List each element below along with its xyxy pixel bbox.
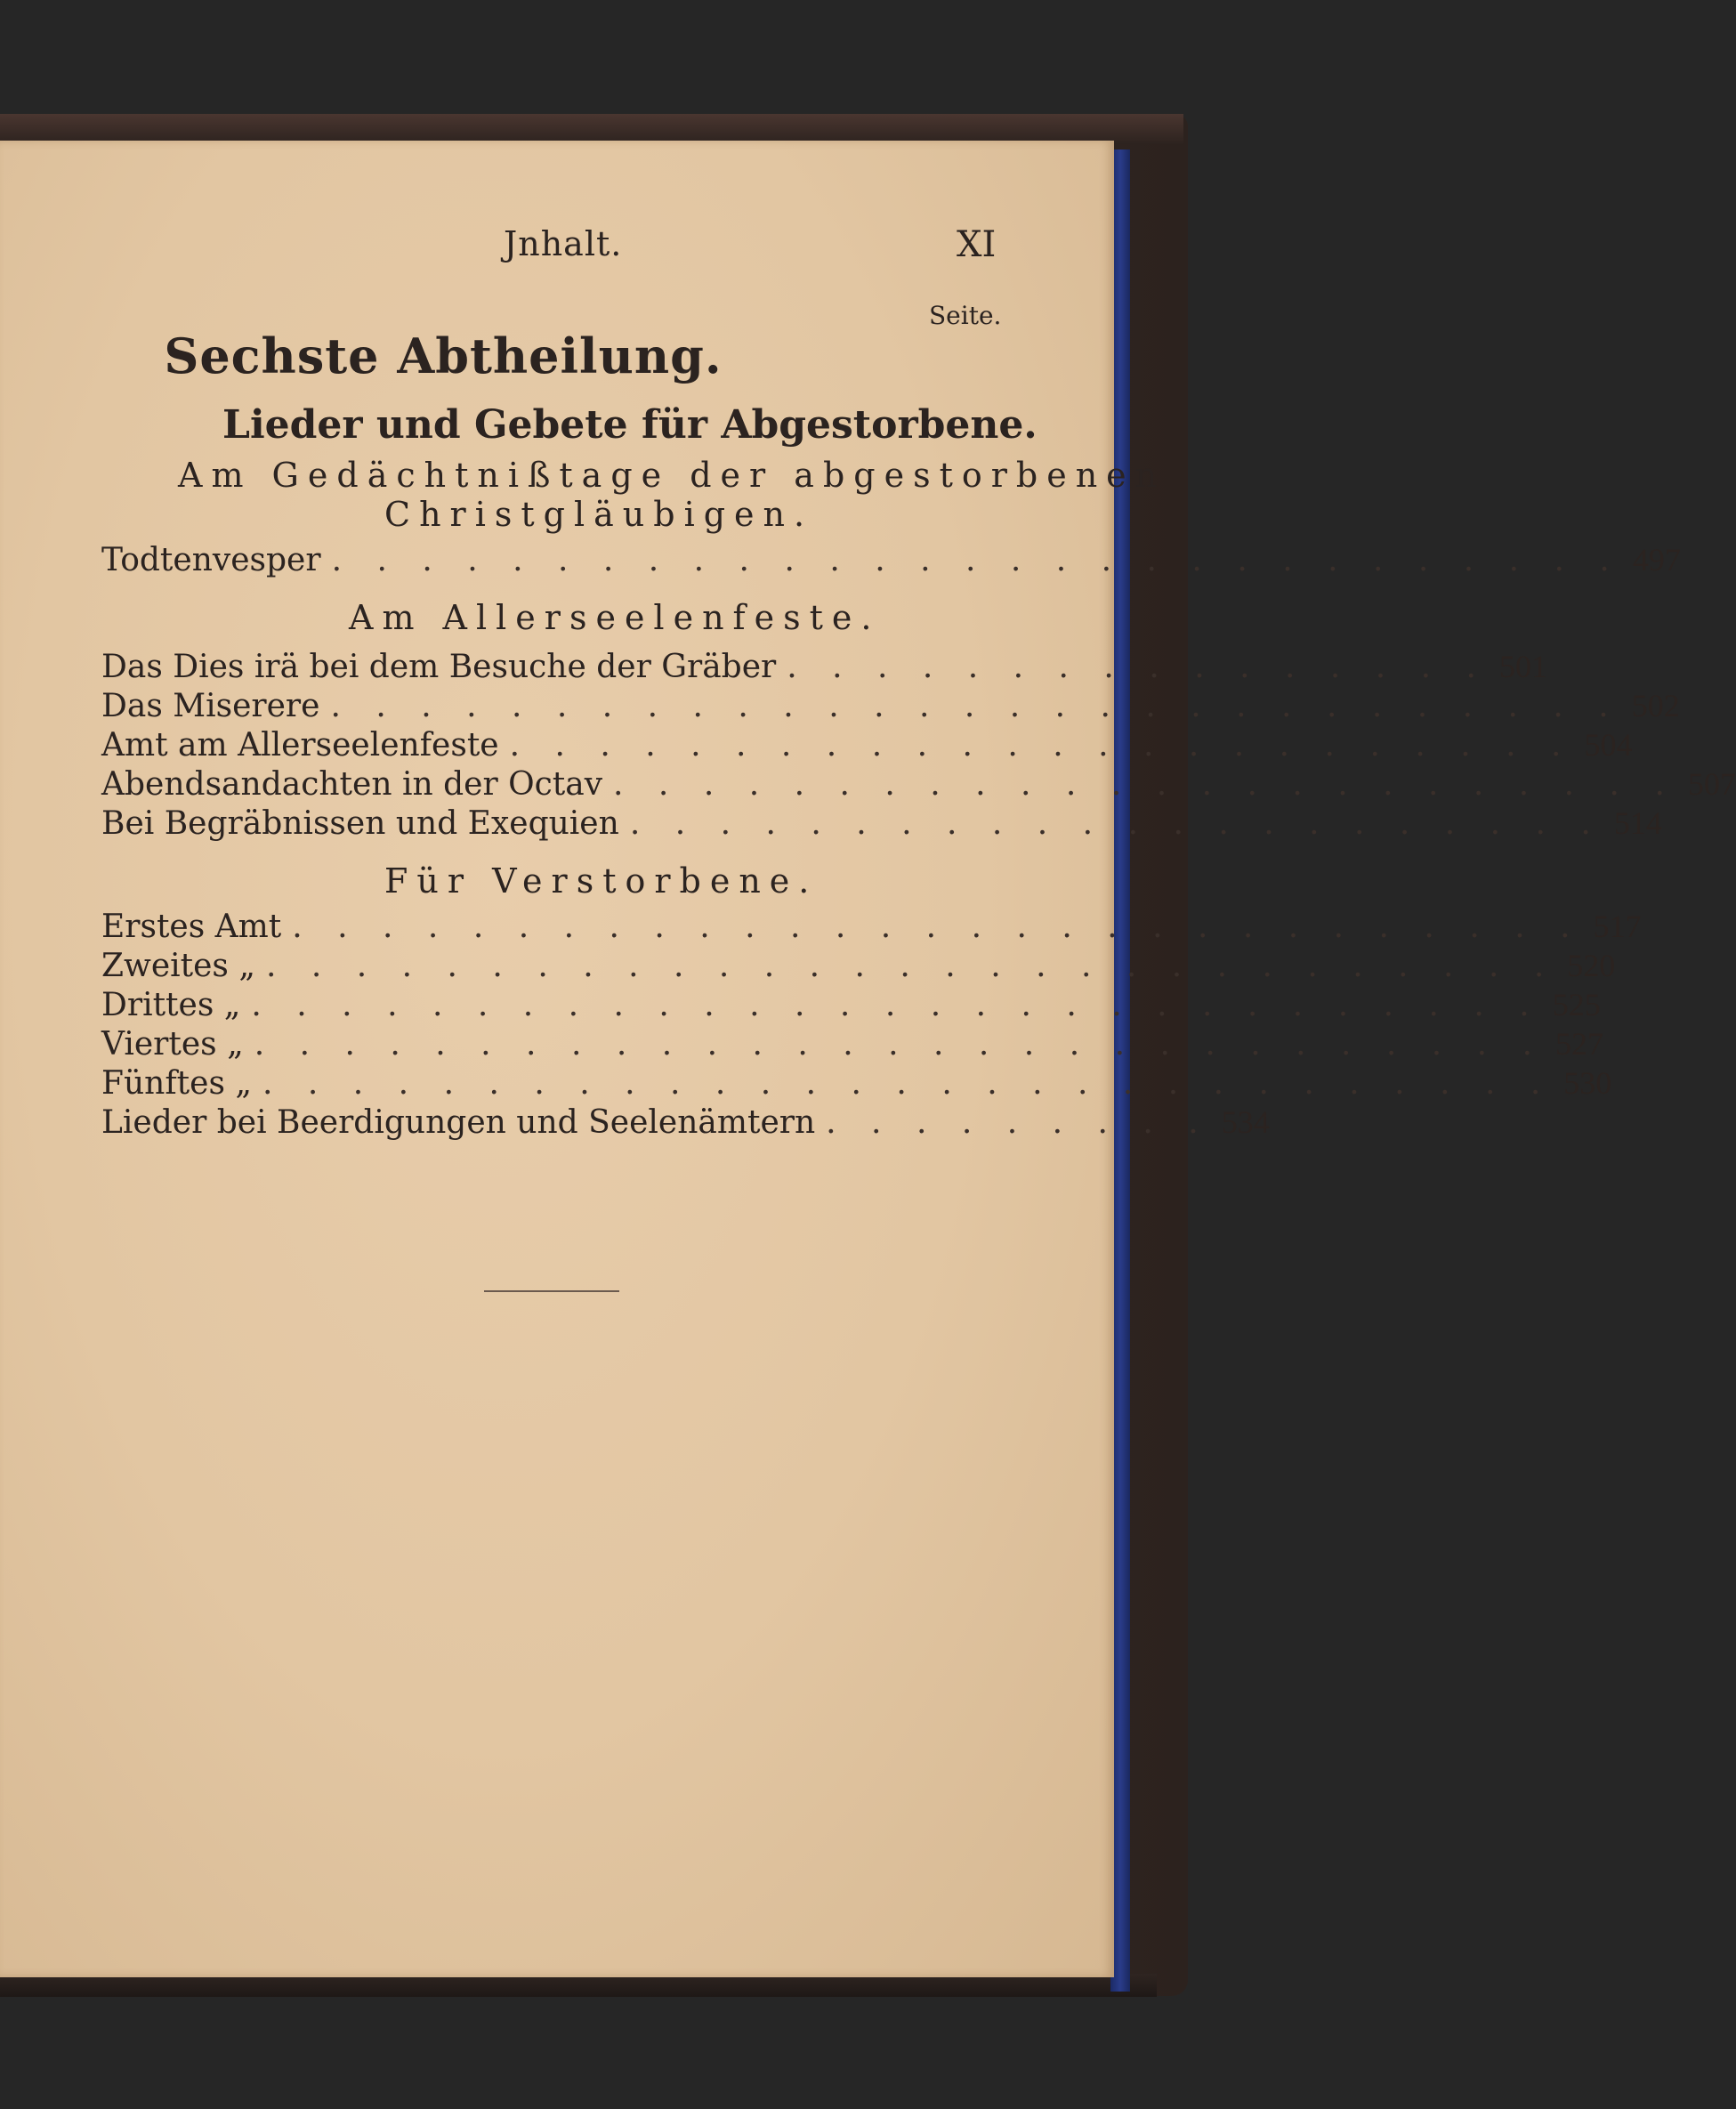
toc-entry-title: Viertes „ — [101, 1026, 244, 1063]
leader-dots: . . . . . . . . . . . . . . . . . . . . . . . . . . . . . — [254, 1026, 1546, 1063]
toc-entry[interactable] — [101, 1064, 1612, 1105]
toc-entry[interactable] — [101, 765, 1736, 806]
leader-dots: . . . . . . . . . . . . . . . . . . . . . . . . — [613, 766, 1677, 803]
toc-entry-title: Lieder bei Beerdigungen und Seelenämtern — [101, 1104, 816, 1141]
toc-entry[interactable] — [101, 986, 1601, 1027]
leader-dots: . . . . . . . . . . . . . . . . . . . . . . . . . . . . . — [251, 987, 1542, 1023]
toc-entry-title: Bei Begräbnissen und Exequien — [101, 805, 619, 842]
toc-entry-page: 514 — [1613, 805, 1662, 841]
leader-dots: . . . . . . . . . . . . . . . . . . . . . . . . . . . . . — [266, 948, 1557, 984]
page-column-label: Seite. — [929, 301, 1002, 330]
toc-entry[interactable] — [101, 541, 1681, 582]
toc-entry-page: 501 — [1498, 649, 1547, 684]
section-title — [0, 327, 1114, 384]
cover-top-edge — [0, 114, 1183, 144]
toc-entry-page: 527 — [1555, 1026, 1604, 1062]
leader-dots: . . . . . . . . . . . . . . . . . . . . . . . . . . . . . — [292, 909, 1583, 945]
group-heading-line: Für Verstorbene. — [384, 861, 819, 901]
toc-entry-title: Abendsandachten in der Octav — [101, 766, 603, 803]
leader-dots: . . . . . . . . . . . . . . . . . . . . . . . . . . . . . — [331, 542, 1622, 578]
section-title-text: Sechste Abtheilung. — [164, 327, 723, 384]
toc-entry-page: 497 — [1632, 542, 1681, 578]
group-heading-line: Am Gedächtnißtage der abgestorbenen — [178, 456, 1167, 495]
running-head-title: Jnhalt. — [504, 224, 623, 263]
toc-entry-page: 504 — [1584, 727, 1633, 763]
group-heading-line: Christgläubigen. — [384, 495, 814, 534]
toc-entry[interactable] — [101, 804, 1662, 845]
toc-entry-page: 525 — [1552, 987, 1601, 1022]
leader-dots: . . . . . . . . . — [826, 1104, 1211, 1141]
toc-entry-title: Das Dies irä bei dem Besuche der Gräber — [101, 649, 777, 685]
toc-entry[interactable] — [101, 726, 1633, 767]
toc-entry-title: Amt am Allerseelenfeste — [101, 727, 499, 764]
toc-entry[interactable] — [101, 1103, 1270, 1144]
leader-dots: . . . . . . . . . . . . . . . . . . . . . . . . — [509, 727, 1574, 764]
toc-entry-page: 530 — [1563, 1065, 1612, 1101]
leader-dots: . . . . . . . . . . . . . . . . . . . . . . . . . . . . . — [262, 1065, 1554, 1102]
section-subtitle: Lieder und Gebete für Abgestorbene. — [222, 402, 1038, 448]
leader-dots: . . . . . . . . . . . . . . . . . . . . . . . . . . . . . — [330, 688, 1621, 724]
toc-entry-page: 520 — [1567, 948, 1616, 983]
toc-entry-title: Todtenvesper — [101, 542, 321, 578]
toc-entry-page: 507 — [1687, 766, 1736, 802]
leader-dots: . . . . . . . . . . . . . . . . . . . . . . — [629, 805, 1603, 842]
closing-rule — [484, 1290, 619, 1292]
toc-entry[interactable] — [101, 908, 1642, 949]
toc-entry[interactable] — [101, 947, 1616, 988]
toc-entry-title: Das Miserere — [101, 688, 320, 724]
group-heading-line: Am Allerseelenfeste. — [349, 598, 881, 637]
toc-entry-title: Drittes „ — [101, 987, 241, 1023]
toc-entry-page: 517 — [1593, 909, 1642, 944]
running-head-page-number: XI — [957, 224, 997, 265]
running-head — [0, 224, 1114, 278]
toc-entry[interactable] — [101, 687, 1680, 728]
leader-dots: . . . . . . . . . . . . . . . . — [787, 649, 1489, 685]
toc-entry-page: 502 — [1631, 688, 1680, 723]
toc-entry-title: Zweites „ — [101, 948, 255, 984]
toc-entry[interactable] — [101, 1025, 1604, 1066]
toc-entry-page: 534 — [1221, 1104, 1270, 1140]
toc-entry-title: Fünftes „ — [101, 1065, 253, 1102]
toc-entry-title: Erstes Amt — [101, 909, 282, 945]
toc-entry[interactable] — [101, 648, 1547, 689]
